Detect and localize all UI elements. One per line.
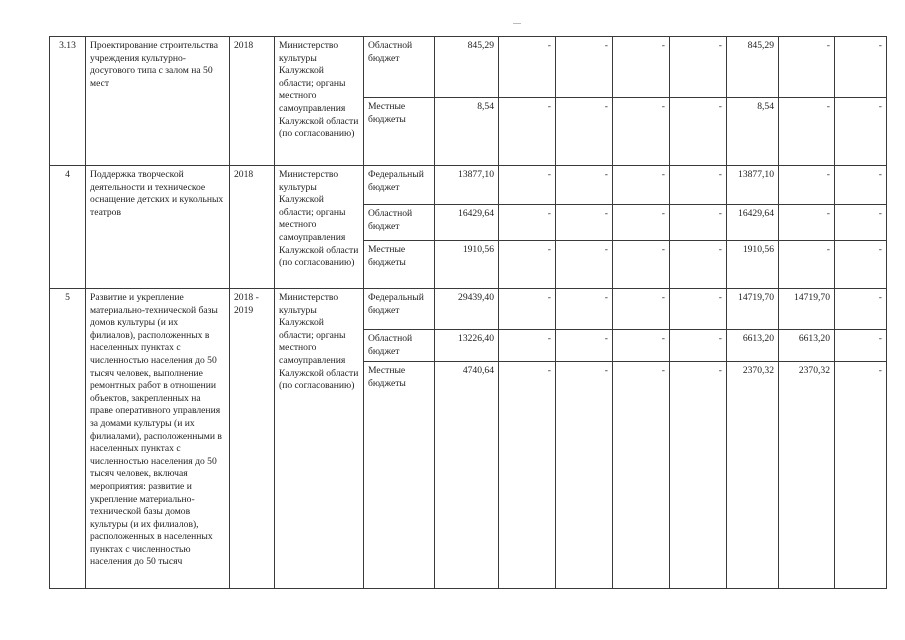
year-value: - bbox=[670, 37, 727, 98]
year-value: - bbox=[670, 330, 727, 362]
funding-total: 13226,40 bbox=[435, 330, 499, 362]
funding-total: 13877,10 bbox=[435, 166, 499, 205]
year-value: - bbox=[556, 205, 613, 241]
year-value: 6613,20 bbox=[779, 330, 835, 362]
funding-source: Областной бюджет bbox=[364, 330, 435, 362]
year-value: - bbox=[779, 37, 835, 98]
table-row bbox=[50, 289, 887, 330]
row-number: 5 bbox=[50, 289, 86, 589]
year-value: - bbox=[613, 37, 670, 98]
year-value: - bbox=[613, 330, 670, 362]
year-value: 13877,10 bbox=[727, 166, 779, 205]
year-value: - bbox=[835, 241, 887, 289]
funding-source: Федеральный бюджет bbox=[364, 166, 435, 205]
funding-source: Местные бюджеты bbox=[364, 98, 435, 166]
measure-name: Поддержка творческой деятельности и техническое оснащение детских и кукольных театров bbox=[86, 166, 230, 289]
implementation-years: 2018 - 2019 bbox=[230, 289, 275, 589]
year-value: - bbox=[613, 241, 670, 289]
row-number: 4 bbox=[50, 166, 86, 289]
funding-total: 8,54 bbox=[435, 98, 499, 166]
year-value: - bbox=[556, 98, 613, 166]
executor: Министерство культуры Калужской области; органы местного самоуправления Калужской области (по согласованию) bbox=[275, 37, 364, 166]
funding-source: Местные бюджеты bbox=[364, 241, 435, 289]
year-value: - bbox=[779, 98, 835, 166]
year-value: 1910,56 bbox=[727, 241, 779, 289]
year-value: 14719,70 bbox=[727, 289, 779, 330]
scan-mark bbox=[513, 23, 521, 24]
year-value: - bbox=[835, 37, 887, 98]
implementation-years: 2018 bbox=[230, 166, 275, 289]
funding-total: 4740,64 bbox=[435, 362, 499, 589]
year-value: - bbox=[613, 362, 670, 589]
year-value: 16429,64 bbox=[727, 205, 779, 241]
year-value: - bbox=[499, 330, 556, 362]
executor: Министерство культуры Калужской области; органы местного самоуправления Калужской области (по согласованию) bbox=[275, 289, 364, 589]
executor: Министерство культуры Калужской области; органы местного самоуправления Калужской области (по согласованию) bbox=[275, 166, 364, 289]
year-value: - bbox=[835, 362, 887, 589]
year-value: - bbox=[613, 289, 670, 330]
year-value: - bbox=[556, 289, 613, 330]
funding-total: 845,29 bbox=[435, 37, 499, 98]
year-value: - bbox=[670, 205, 727, 241]
year-value: 6613,20 bbox=[727, 330, 779, 362]
year-value: - bbox=[779, 241, 835, 289]
funding-source: Областной бюджет bbox=[364, 37, 435, 98]
year-value: - bbox=[779, 166, 835, 205]
year-value: - bbox=[499, 98, 556, 166]
year-value: - bbox=[499, 37, 556, 98]
program-table bbox=[49, 36, 887, 589]
funding-source: Областной бюджет bbox=[364, 205, 435, 241]
year-value: - bbox=[670, 241, 727, 289]
year-value: - bbox=[835, 330, 887, 362]
year-value: - bbox=[499, 205, 556, 241]
year-value: - bbox=[835, 98, 887, 166]
year-value: - bbox=[835, 289, 887, 330]
table-row bbox=[50, 37, 887, 98]
funding-total: 1910,56 bbox=[435, 241, 499, 289]
row-number: 3.13 bbox=[50, 37, 86, 166]
year-value: - bbox=[556, 241, 613, 289]
year-value: 8,54 bbox=[727, 98, 779, 166]
year-value: 845,29 bbox=[727, 37, 779, 98]
year-value: - bbox=[499, 362, 556, 589]
year-value: - bbox=[670, 166, 727, 205]
implementation-years: 2018 bbox=[230, 37, 275, 166]
year-value: - bbox=[556, 362, 613, 589]
year-value: - bbox=[613, 166, 670, 205]
year-value: - bbox=[556, 330, 613, 362]
year-value: - bbox=[670, 98, 727, 166]
year-value: 14719,70 bbox=[779, 289, 835, 330]
year-value: - bbox=[499, 166, 556, 205]
year-value: - bbox=[670, 362, 727, 589]
funding-total: 29439,40 bbox=[435, 289, 499, 330]
year-value: - bbox=[835, 166, 887, 205]
table-row bbox=[50, 166, 887, 205]
funding-source: Местные бюджеты bbox=[364, 362, 435, 589]
year-value: - bbox=[499, 241, 556, 289]
year-value: - bbox=[835, 205, 887, 241]
year-value: - bbox=[556, 166, 613, 205]
year-value: - bbox=[499, 289, 556, 330]
year-value: 2370,32 bbox=[727, 362, 779, 589]
year-value: - bbox=[779, 205, 835, 241]
measure-name: Проектирование строительства учреждения культурно-досугового типа с залом на 50 мест bbox=[86, 37, 230, 166]
year-value: - bbox=[613, 98, 670, 166]
year-value: - bbox=[613, 205, 670, 241]
funding-source: Федеральный бюджет bbox=[364, 289, 435, 330]
year-value: - bbox=[670, 289, 727, 330]
funding-total: 16429,64 bbox=[435, 205, 499, 241]
year-value: - bbox=[556, 37, 613, 98]
measure-name: Развитие и укрепление материально-технической базы домов культуры (и их филиалов), расположенных в населенных пунктах с численностью населения до 50 тысяч человек, выполнение ремонтных работ в отношении объектов, закрепленных на праве оперативного управления за домами культуры (и их филиалами), расположенными в населенных пунктах с численностью населения до 50 тысяч человек, включая мероприятия: развитие и укрепление материально-технической базы домов культуры (и их филиалов), расположенных в населенных пунктах с численностью населения до 50 тысяч bbox=[86, 289, 230, 589]
year-value: 2370,32 bbox=[779, 362, 835, 589]
